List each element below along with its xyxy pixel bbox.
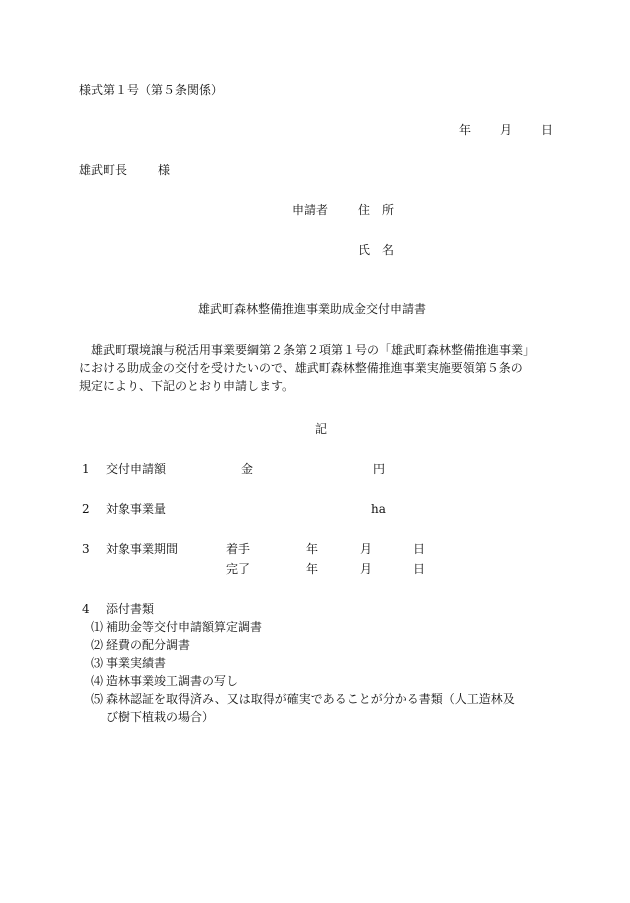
item-number: 1 <box>82 462 90 476</box>
item-number: 3 <box>82 542 90 556</box>
attachment-text-continued: び樹下植栽の場合） <box>106 710 215 724</box>
period-end-label: 完了 <box>226 562 251 576</box>
body-line: における助成金の交付を受けたいので、雄武町森林整備推進事業実施要領第５条の <box>79 361 523 375</box>
period-start-month: 月 <box>360 542 373 556</box>
attachment-number: ⑸ <box>91 692 104 706</box>
form-number: 様式第１号（第５条関係） <box>79 83 224 97</box>
ki-heading: 記 <box>315 422 328 436</box>
attachment-text: 森林認証を取得済み、又は取得が確実であることが分かる書類（人工造林及 <box>106 692 515 706</box>
date-year: 年 <box>459 123 472 137</box>
attachment-text: 事業実績書 <box>106 656 167 670</box>
period-start-year: 年 <box>306 542 319 556</box>
period-end-year: 年 <box>306 562 319 576</box>
item-label: 対象事業量 <box>106 502 167 516</box>
item-label: 添付書類 <box>106 602 155 616</box>
body-paragraph <box>79 341 579 395</box>
period-start-label: 着手 <box>226 542 251 556</box>
applicant-label: 申請者 <box>292 203 329 217</box>
attachment-text: 補助金等交付申請額算定調書 <box>106 620 263 634</box>
item-label: 対象事業期間 <box>106 542 179 556</box>
attachment-text: 経費の配分調書 <box>106 638 191 652</box>
document-title: 雄武町森林整備推進事業助成金交付申請書 <box>198 302 427 316</box>
amount-unit: 円 <box>373 462 386 476</box>
item-number: 2 <box>82 502 90 516</box>
period-end-month: 月 <box>360 562 373 576</box>
attachment-number: ⑴ <box>91 620 104 634</box>
body-line: 規定により、下記のとおり申請します。 <box>79 379 295 393</box>
applicant-name-label: 氏 名 <box>358 243 395 257</box>
date-month: 月 <box>500 123 513 137</box>
addressee-honorific: 様 <box>158 163 171 177</box>
volume-unit: ha <box>371 502 386 516</box>
attachment-number: ⑷ <box>91 674 104 688</box>
date-day: 日 <box>541 123 554 137</box>
addressee-name: 雄武町長 <box>79 163 128 177</box>
period-start-day: 日 <box>413 542 426 556</box>
attachment-text: 造林事業竣工調書の写し <box>106 674 239 688</box>
attachment-number: ⑵ <box>91 638 104 652</box>
amount-prefix: 金 <box>241 462 254 476</box>
period-end-day: 日 <box>413 562 426 576</box>
applicant-address-label: 住 所 <box>358 203 395 217</box>
item-label: 交付申請額 <box>106 462 167 476</box>
item-number: 4 <box>82 602 90 616</box>
body-line: 雄武町環境譲与税活用事業要綱第２条第２項第１号の「雄武町森林整備推進事業」 <box>91 343 536 357</box>
attachment-number: ⑶ <box>91 656 104 670</box>
